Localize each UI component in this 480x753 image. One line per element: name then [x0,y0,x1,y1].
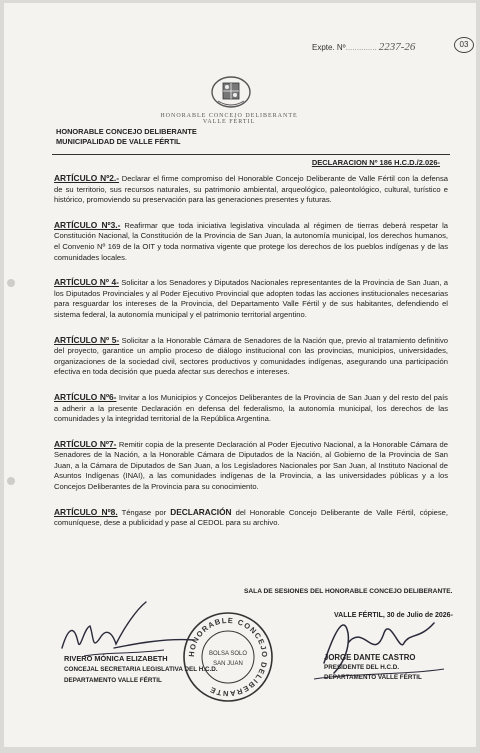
institution-header [56,127,197,147]
article-heading: ARTÍCULO Nº7- [54,438,117,449]
stamp-ring-text: HONORABLE CONCEJO DELIBERANTE [186,615,270,699]
institution-name: HONORABLE CONCEJO DELIBERANTE [56,127,197,136]
article-text: Solicitar a los Senadores y Diputados Nacionales representantes de la Provincia de San Juan, a los Diputados Provinciales y al Poder Ejecutivo Provincial que adopten todas las acciones institucionales necesarias para resguardar los intereses de la Provincia, del Departamento Valle Fértil y de sus habitantes, defendiendo el sistema federal, la autonomía municipal y el patrimonio territorial argentino. [54,278,448,319]
municipality-name: MUNICIPALIDAD DE VALLE FÉRTIL [56,137,181,146]
left-signatory-department: DEPARTAMENTO VALLE FÉRTIL [64,677,162,684]
article-heading: ARTÍCULO Nº2.- [54,173,120,183]
article-text-post: del Honorable Concejo Deliberante de Valle Fértil, cópiese, comuníquese, dese a publicidad y pase al CEDOL para su archivo. [54,507,448,528]
article-text-bold: DECLARACIÓN [170,506,232,517]
place-date-line: VALLE FÉRTIL, 30 de Julio de 2026- [334,612,453,619]
header-divider [52,154,450,155]
article-heading: ARTÍCULO Nº3.- [54,219,121,230]
article-text: Reafirmar que toda iniciativa legislativa vinculada al régimen de tierras deberá respetar la Constitución Nacional, la Constitución de la Provincia de San Juan, la autonomía municipal, los derechos humanos, el Convenio Nº 169 de la OIT y toda normativa vigente que protege los derechos de los pueblos indígenas y de las comunidades locales. [54,220,448,262]
article-text: Invitar a los Municipios y Concejos Deliberantes de la Provincia de San Juan y del resto del país a adherir a la presente Declaración en defensa del federalismo, la autonomía municipal, los derechos de las comunidades y la integridad territorial de la República Argentina. [54,392,448,424]
article-text: Declarar el firme compromiso del Honorable Concejo Deliberante de Valle Fértil con la defensa de su territorio, sus recursos naturales, su patrimonio ambiental, arqueológico, paleontológico, cultural, turístico e histórico, promoviendo su preservación para las generaciones presentes y futuras. [54,174,448,205]
declaration-body [54,173,448,543]
official-stamp [180,609,276,705]
article-heading: ARTÍCULO Nº 5- [54,334,120,345]
article-heading: ARTÍCULO Nº 4- [54,277,119,288]
article-2 [54,173,448,206]
folio-number: 03 [454,37,474,53]
svg-text:HONORABLE CONCEJO DELIBERANTE [187,616,269,698]
right-signatory-block [324,653,422,683]
article-text: Remitir copia de la presente Declaración al Poder Ejecutivo Nacional, a la Honorable Cámara de Senadores de la Nación, a la Honorable Cámara de Diputados de la Nación, al Gobierno de la Provincia de San Juan, a la Cámara de Diputados de San Juan, a los Legisladores Nacionales por San Juan, al Instituto Nacional de Asuntos Indígenas (INAI), a las comunidades indígenas de la Provincia, a las universidades públicas y a los Concejos Deliberantes de la Provincia para su conocimiento. [54,439,449,492]
stamp-center-line-2: SAN JUAN [213,661,243,667]
right-signatory-name: JORGE DANTE CASTRO [324,653,416,662]
article-6 [54,392,448,425]
article-4 [54,277,448,320]
left-signatory-role: CONCEJAL SECRETARIA LEGISLATIVA DEL H.C.D. [64,666,218,673]
seal-caption: HONORABLE CONCEJO DELIBERANTE VALLE FÉRTIL [160,113,298,125]
article-3 [54,220,448,263]
article-heading: ARTÍCULO Nº6- [54,391,117,402]
right-signatory-department: DEPARTAMENTO VALLE FÉRTIL [324,674,422,681]
article-heading: ARTÍCULO Nº8. [54,506,118,517]
expediente-label: Expte. Nº [312,43,346,52]
hole-punch-mark [7,477,15,485]
session-room-line: SALA DE SESIONES DEL HONORABLE CONCEJO DELIBERANTE. [244,588,453,595]
hole-punch-mark [7,279,15,287]
article-5 [54,335,448,378]
article-text: Solicitar a la Honorable Cámara de Senadores de la Nación que, previo al tratamiento definitivo del proyecto, garantice un amplio proceso de diálogo institucional con las provincias, municipios, universidades, organizaciones de la sociedad civil, sectores productivos y comunidades indígenas, asegurando una participación efectiva en toda decisión que pueda afectar sus derechos e intereses. [54,335,448,377]
article-8 [54,507,448,529]
coat-of-arms-icon [210,75,252,109]
article-7 [54,439,448,493]
left-signatory-name: RIVERO MÓNICA ELIZABETH [64,654,168,663]
right-signatory-role: PRESIDENTE DEL H.C.D. [324,664,400,671]
declaration-number: DECLARACION Nº 186 H.C.D./2.026- [311,158,440,167]
document-page [4,3,476,747]
expediente-line: Expte. Nº.............. 2237-26 [312,41,416,53]
article-text-pre: Téngase por [117,507,171,517]
stamp-center-line-1: BOLSA SOLO [208,651,248,657]
expediente-number: 2237-26 [378,41,416,53]
